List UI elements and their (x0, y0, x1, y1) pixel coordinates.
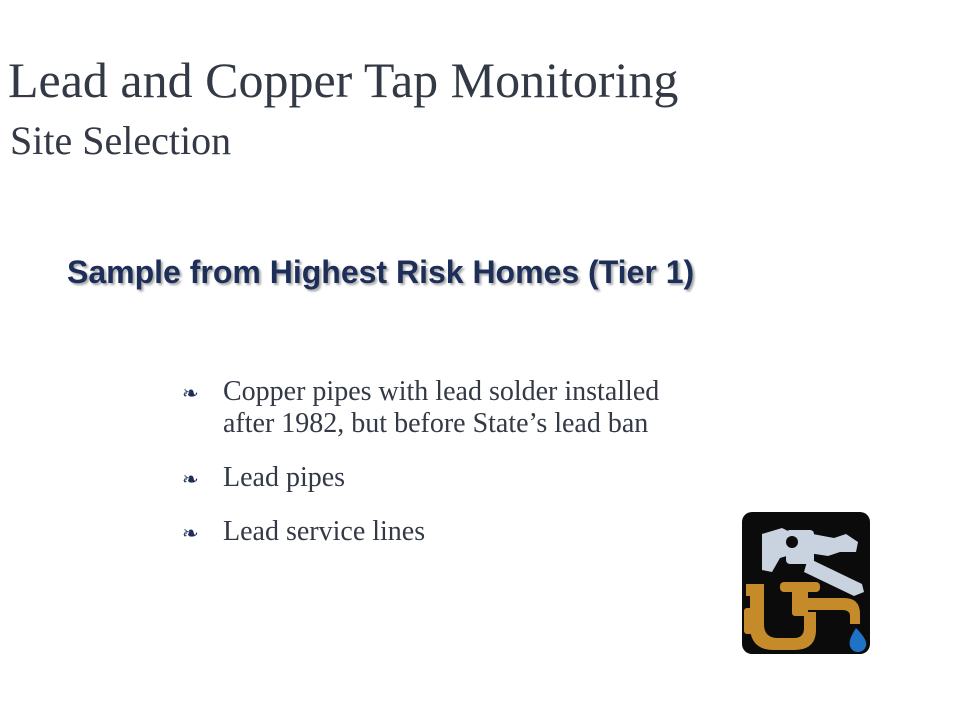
plumbing-tools-icon (742, 512, 870, 654)
slide-subtitle: Site Selection (10, 118, 232, 163)
slide-title: Lead and Copper Tap Monitoring (8, 52, 679, 108)
fleuron-bullet-icon: ❧ (182, 381, 199, 405)
bullet-item (182, 376, 702, 440)
fleuron-bullet-icon: ❧ (182, 467, 199, 491)
fleuron-bullet-icon: ❧ (182, 521, 199, 545)
bullet-list (182, 376, 702, 548)
bullet-text: Lead service lines (223, 516, 426, 547)
bullet-text: Lead pipes (223, 462, 346, 493)
bullet-text: Copper pipes with lead solder installed after 1982, but before State’s lead ban (223, 376, 660, 439)
bullet-item (182, 516, 702, 548)
section-heading: Sample from Highest Risk Homes (Tier 1) (67, 254, 695, 290)
bullet-item (182, 462, 702, 494)
